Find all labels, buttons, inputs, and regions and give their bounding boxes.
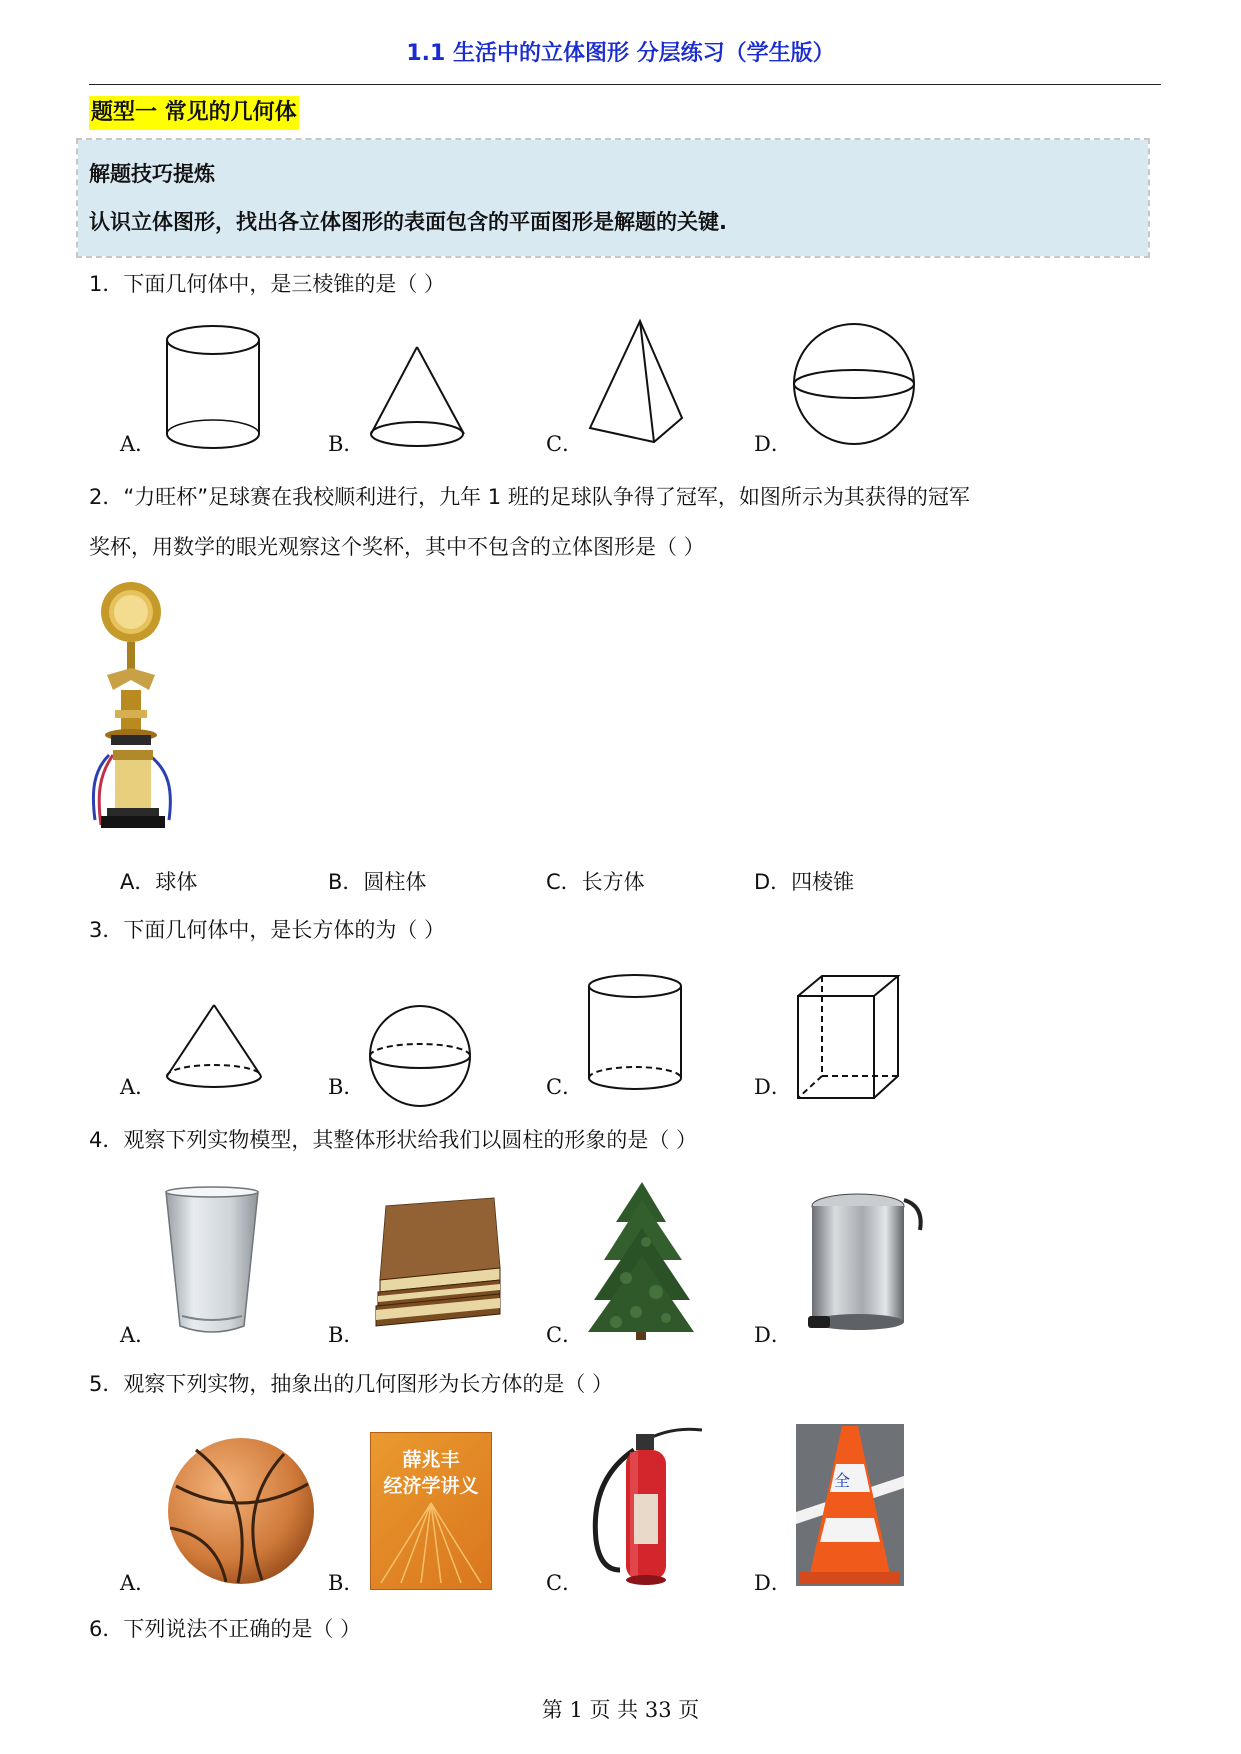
- tree-image: [586, 1182, 696, 1340]
- fire-extinguisher-image: [590, 1420, 710, 1590]
- cylinder-figure: [586, 972, 686, 1094]
- q1-option-b[interactable]: B．: [328, 432, 365, 456]
- question-6: 6．下列说法不正确的是（ ）: [89, 1617, 362, 1641]
- question-1: 1．下面几何体中，是三棱锥的是（ ）: [89, 272, 446, 296]
- q4-option-d[interactable]: D．: [754, 1323, 792, 1347]
- page-title: 1.1 生活中的立体图形 分层练习（学生版）: [406, 41, 835, 66]
- q2-option-a[interactable]: A．球体: [120, 870, 198, 894]
- q5-option-a[interactable]: A．: [120, 1571, 157, 1595]
- books-image: [372, 1196, 506, 1328]
- q2-option-d[interactable]: D．四棱锥: [754, 870, 855, 894]
- book-title-line1: 薛兆丰: [402, 1449, 460, 1471]
- book-cover-image: [370, 1432, 492, 1590]
- q1-option-a[interactable]: A．: [120, 432, 157, 456]
- q4-option-b[interactable]: B．: [328, 1323, 365, 1347]
- q3-option-a[interactable]: A．: [120, 1075, 157, 1099]
- question-3: 3．下面几何体中，是长方体的为（ ）: [89, 918, 446, 942]
- q2-option-b[interactable]: B．圆柱体: [328, 870, 427, 894]
- cone-label: 全: [834, 1471, 851, 1490]
- tips-heading: 解题技巧提炼: [89, 162, 215, 186]
- sphere-figure: [368, 1004, 472, 1108]
- question-5: 5．观察下列实物，抽象出的几何图形为长方体的是（ ）: [89, 1372, 614, 1396]
- section-heading: 题型一 常见的几何体: [89, 96, 299, 130]
- q4-option-c[interactable]: C．: [546, 1323, 584, 1347]
- q5-option-b[interactable]: B．: [328, 1571, 365, 1595]
- basketball-image: [166, 1436, 316, 1586]
- trophy-image: [89, 580, 189, 845]
- q1-option-d[interactable]: D．: [754, 432, 792, 456]
- q4-option-a[interactable]: A．: [120, 1323, 157, 1347]
- q3-option-c[interactable]: C．: [546, 1075, 584, 1099]
- glass-image: [164, 1186, 260, 1338]
- cone-figure: [368, 344, 468, 454]
- header-divider: [89, 84, 1161, 85]
- q2-option-c[interactable]: C．长方体: [546, 870, 645, 894]
- cuboid-figure: [794, 972, 904, 1100]
- book-title-line2: 经济学讲义: [383, 1475, 479, 1497]
- triangular-pyramid-figure: [586, 318, 686, 443]
- q3-option-d[interactable]: D．: [754, 1075, 792, 1099]
- question-2-line1: 2．“力旺杯”足球赛在我校顺利进行，九年 1 班的足球队争得了冠军，如图所示为其获得的冠军: [89, 485, 970, 509]
- q5-option-c[interactable]: C．: [546, 1571, 584, 1595]
- book-rays-decoration: [371, 1503, 491, 1583]
- question-2-line2: 奖杯，用数学的眼光观察这个奖杯，其中不包含的立体图形是（ ）: [89, 535, 705, 559]
- q5-option-d[interactable]: D．: [754, 1571, 792, 1595]
- q3-option-b[interactable]: B．: [328, 1075, 365, 1099]
- q1-option-c[interactable]: C．: [546, 432, 584, 456]
- cone-figure: [164, 1002, 264, 1092]
- traffic-cone-image: [796, 1424, 904, 1586]
- tips-box: [78, 140, 1148, 256]
- cylinder-figure: [160, 322, 270, 452]
- sphere-figure: [792, 322, 916, 446]
- page-footer: 第 1 页 共 33 页: [541, 1698, 700, 1722]
- tips-text: 认识立体图形，找出各立体图形的表面包含的平面图形是解题的关键.: [89, 210, 727, 234]
- trash-can-image: [800, 1192, 928, 1334]
- question-4: 4．观察下列实物模型，其整体形状给我们以圆柱的形象的是（ ）: [89, 1128, 698, 1152]
